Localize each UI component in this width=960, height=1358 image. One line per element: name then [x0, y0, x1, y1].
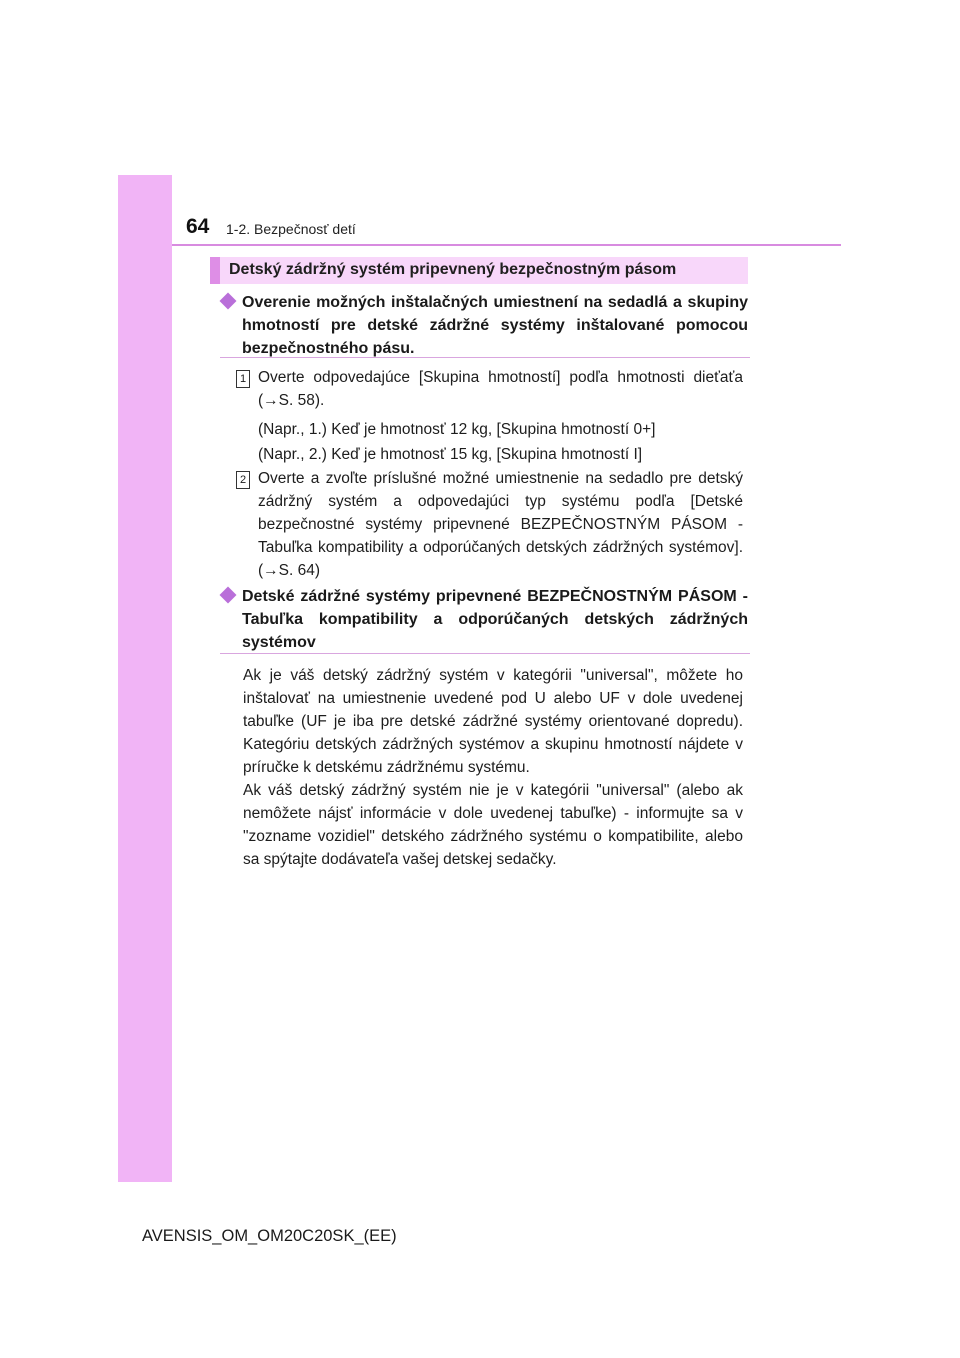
step-2-text: Overte a zvoľte príslušné možné umiestnenie na sedadlo pre detský zádržný systém a odpovedajúci typ systému podľa [Detské bezpečnostné systémy pripevnené BEZPEČNOSTNÝM PÁSOM - Tabuľka kompatibility a odporúčaných detských zádržných systémov]. (→S. 64)	[258, 470, 743, 579]
section-title: 1-2. Bezpečnosť detí	[226, 221, 356, 237]
diamond-bullet-icon	[220, 293, 237, 310]
step-1-example-1: (Napr., 1.) Keď je hmotnosť 12 kg, [Skupina hmotností 0+]	[258, 421, 656, 438]
body-paragraph: Ak je váš detský zádržný systém v kategórii "universal", môžete ho inštalovať na umiestnenie uvedené pod U alebo UF v dole uvedenej tabuľke (UF je iba pre detské zádržné systémy orientované dopredu). Kategóriu detských zádržných systémov a skupinu hmotností nájdete v príručke k detskému zádržnému systému.	[243, 667, 743, 776]
diamond-bullet-icon	[220, 587, 237, 604]
step-1-text: Overte odpovedajúce [Skupina hmotností] podľa hmotnosti dieťaťa (→S. 58).	[258, 369, 743, 409]
section-tab-bar	[118, 175, 172, 1182]
subsection-2-divider	[220, 653, 750, 654]
compatibility-info	[243, 664, 743, 871]
subsection-1	[220, 291, 748, 360]
subsection-1-title: Overenie možných inštalačných umiestnení na sedadlá a skupiny hmotností pre detské zádržné systémy inštalované pomocou bezpečnostného pásu.	[242, 294, 748, 357]
body-paragraph: Ak váš detský zádržný systém nie je v kategórii "universal" (alebo ak nemôžete nájsť informácie v dole uvedenej tabuľke) - informujte sa v "zozname vozidiel" detského zádržného systému o kompatibilite, alebo sa spýtajte dodávateľa vašej detskej sedačky.	[243, 782, 743, 868]
document-code: AVENSIS_OM_OM20C20SK_(EE)	[142, 1227, 397, 1245]
page-number: 64	[186, 215, 210, 238]
step-number-badge: 1	[236, 370, 250, 388]
header-divider	[172, 244, 841, 246]
subsection-2-title: Detské zádržné systémy pripevnené BEZPEČNOSTNÝM PÁSOM - Tabuľka kompatibility a odporúčaných detských zádržných systémov	[242, 588, 748, 651]
section-heading	[210, 257, 748, 284]
section-heading-text: Detský zádržný systém pripevnený bezpečnostným pásom	[229, 261, 677, 278]
step-number-badge: 2	[236, 471, 250, 489]
subsection-2	[220, 585, 748, 654]
step-1-example-2: (Napr., 2.) Keď je hmotnosť 15 kg, [Skupina hmotností I]	[258, 446, 643, 463]
subsection-1-divider	[220, 357, 750, 358]
